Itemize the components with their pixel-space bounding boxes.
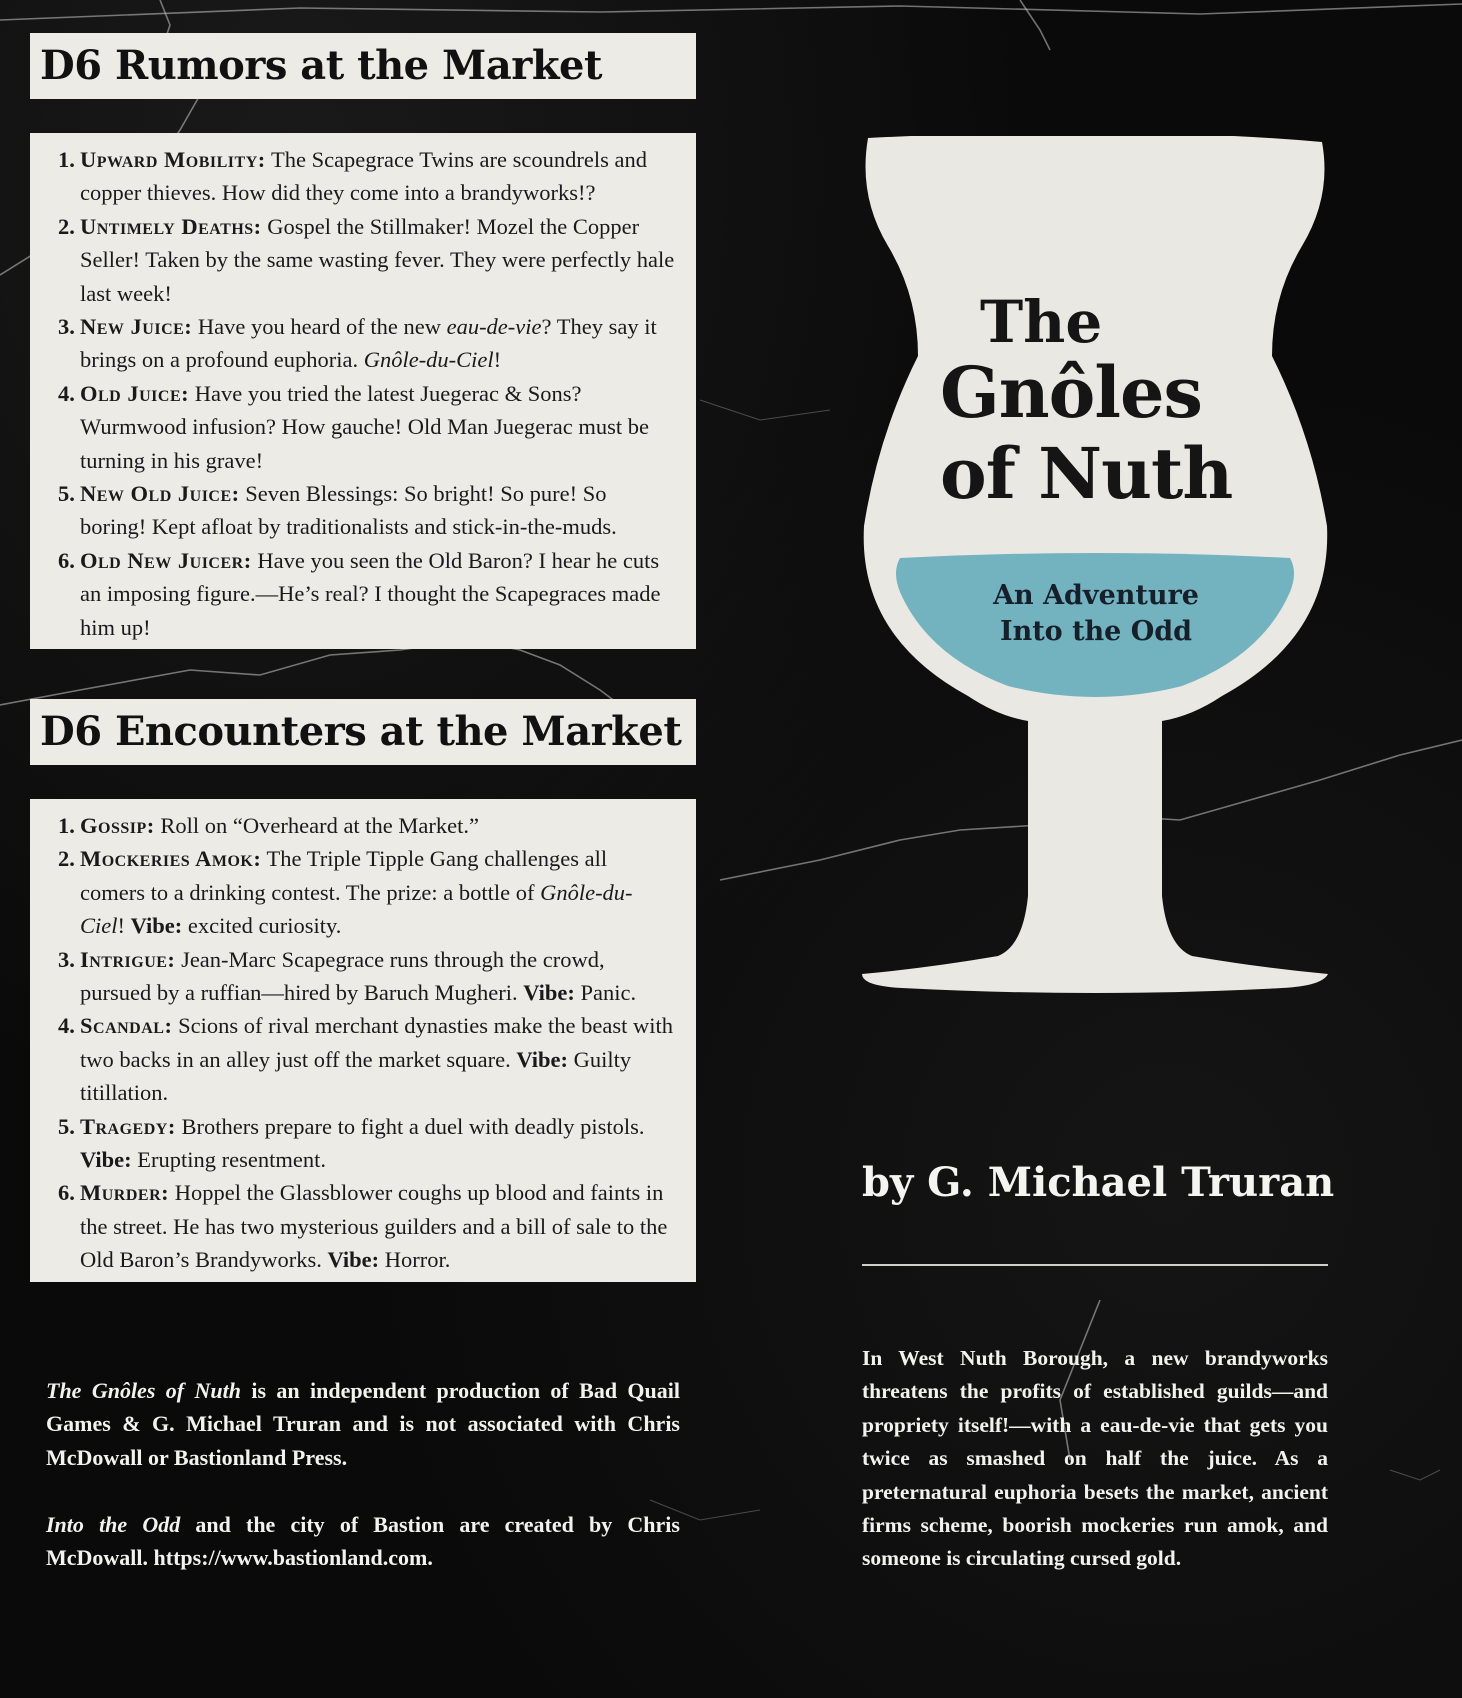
cover-title-line: of Nuth (940, 432, 1233, 515)
cover-title-line: Gnôles (940, 351, 1202, 434)
rumor-label: New Old Juice: (80, 481, 240, 507)
rumor-label: Old New Juicer: (80, 547, 252, 573)
cover-subtitle-line: An Adventure (993, 580, 1199, 611)
rumor-item: 4. Old Juice: Have you tried the latest Juegerac & Sons? Wurmwood infusion? How gauche! Old Man Juegerac must be turning in his grave! (58, 380, 649, 473)
encounters-heading-box (30, 699, 696, 765)
vibe-label: Vibe: (327, 1247, 380, 1273)
author-byline: by G. Michael Truran (862, 1159, 1335, 1206)
vibe-label: Vibe: (516, 1046, 569, 1072)
encounter-label: Gossip: (80, 813, 155, 838)
rumor-item: 5. New Old Juice: Seven Blessings: So bright! So pure! So boring! Kept afloat by traditionalists and stick-in-the-muds. (58, 481, 617, 540)
rumors-heading-box (30, 33, 696, 99)
encounter-item: 6. Murder: Hoppel the Glassblower coughs up blood and faints in the street. He has two mysterious guilders and a bill of sale to the Old Baron’s Brandyworks. Vibe: Horror. (58, 1180, 668, 1273)
rumors-table (30, 133, 696, 649)
encounter-label: Intrigue: (80, 946, 176, 972)
encounters-list (58, 809, 676, 1277)
encounter-item: 5. Tragedy: Brothers prepare to fight a duel with deadly pistols. Vibe: Erupting resentment. (58, 1113, 645, 1173)
cover-title (940, 290, 1300, 516)
back-cover-blurb: In West Nuth Borough, a new brandyworks threatens the profits of established guilds—and propriety itself!—with a eau-de-vie that gets you twice as smashed on half the juice. As a preternatural euphoria besets the market, ancient firms scheme, boorish mockeries run amok, and someone is circulating cursed gold. (862, 1346, 1328, 1571)
rumor-item: 2. Untimely Deaths: Gospel the Stillmaker! Mozel the Copper Seller! Taken by the same wasting fever. They were perfectly hale last week! (58, 213, 675, 306)
encounter-label: Tragedy: (80, 1113, 176, 1139)
encounter-label: Murder: (80, 1180, 170, 1206)
cover-subtitle (900, 578, 1292, 650)
encounter-item: 1. Gossip: Roll on “Overheard at the Market.” (58, 813, 480, 838)
cover-title-line: The (980, 288, 1103, 356)
encounter-item: 3. Intrigue: Jean-Marc Scapegrace runs through the crowd, pursued by a ruffian—hired by Baruch Mugheri. Vibe: Panic. (58, 946, 637, 1006)
encounter-label: Scandal: (80, 1013, 173, 1039)
encounters-heading: D6 Encounters at the Market (40, 708, 682, 755)
rumor-item: 3. New Juice: Have you heard of the new eau-de-vie? They say it brings on a profound euphoria. Gnôle-du-Ciel! (58, 314, 657, 373)
encounter-item: 4. Scandal: Scions of rival merchant dynasties make the beast with two backs in an alley just off the market square. Vibe: Guilty titillation. (58, 1013, 673, 1106)
rumors-heading: D6 Rumors at the Market (40, 42, 602, 89)
rumor-item: 1. Upward Mobility: The Scapegrace Twins are scoundrels and copper thieves. How did they come into a brandyworks!? (58, 147, 647, 206)
rumor-label: Untimely Deaths: (80, 213, 262, 239)
credits-paragraph: The Gnôles of Nuth is an independent production of Bad Quail Games & G. Michael Truran and is not associated with Chris McDowall or Bastionland Press. (46, 1378, 681, 1470)
rumor-label: Upward Mobility: (80, 147, 266, 172)
encounter-label: Mockeries Amok: (80, 846, 262, 872)
vibe-label: Vibe: (130, 913, 183, 939)
rumor-label: Old Juice: (80, 380, 190, 406)
vibe-label: Vibe: (523, 980, 575, 1006)
divider-rule (862, 1264, 1328, 1266)
encounter-item: 2. Mockeries Amok: The Triple Tipple Gang challenges all comers to a drinking contest. The prize: a bottle of Gnôle-du-Ciel! Vibe: excited curiosity. (58, 846, 633, 939)
rumor-item: 6. Old New Juicer: Have you seen the Old Baron? I hear he cuts an imposing figure.—He’s real? I thought the Scapegraces made him up! (58, 547, 661, 640)
rumor-label: New Juice: (80, 314, 193, 340)
vibe-label: Vibe: (80, 1147, 132, 1173)
rumors-list (58, 143, 676, 644)
encounters-table (30, 799, 696, 1282)
cover-subtitle-line: Into the Odd (999, 616, 1193, 647)
license-paragraph: Into the Odd and the city of Bastion are created by Chris McDowall. https://www.bastionland.com. (46, 1512, 680, 1571)
